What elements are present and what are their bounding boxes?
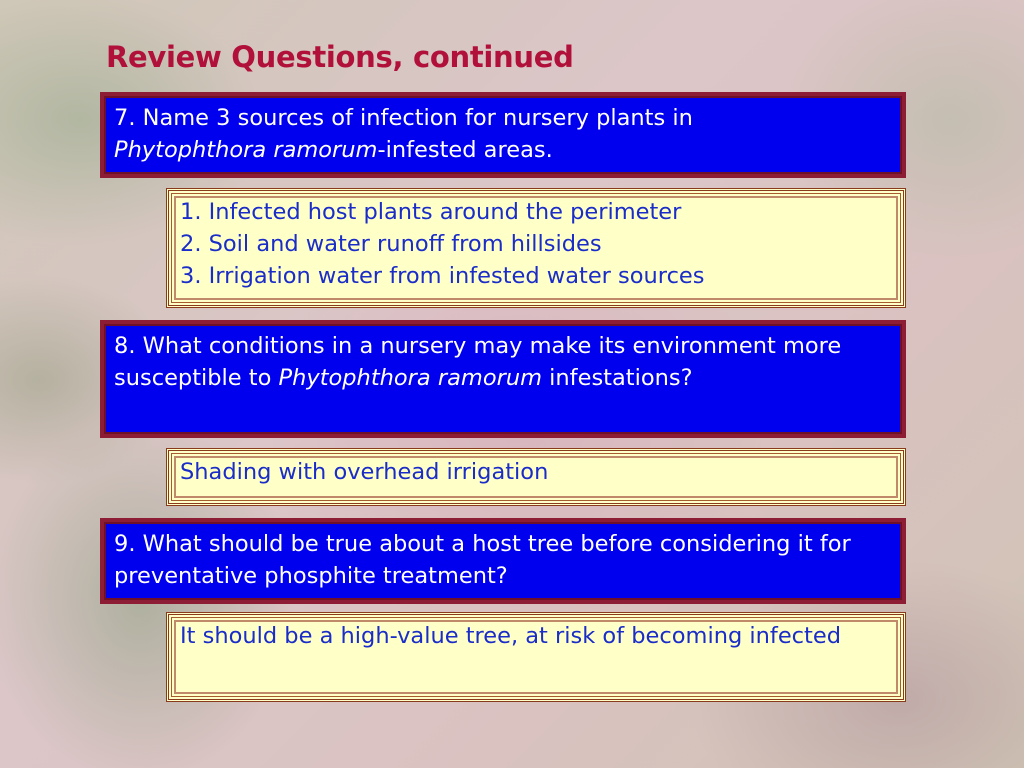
question-7-text: 7. Name 3 sources of infection for nursery plants in xyxy=(114,105,693,131)
question-8-box xyxy=(100,320,906,438)
answer-9-box xyxy=(166,612,906,702)
question-9-box xyxy=(100,518,906,604)
question-9-text: 9. What should be true about a host tree before considering it for preventative phosphite treatment? xyxy=(114,531,851,589)
answer-7-item-1: 1. Infected host plants around the perimeter xyxy=(180,199,682,225)
question-8-italic-term: Phytophthora ramorum xyxy=(278,365,543,391)
answer-7-box xyxy=(166,188,906,308)
slide-title: Review Questions, continued xyxy=(106,40,574,74)
answer-9-item-1: It should be a high-value tree, at risk of becoming infected xyxy=(180,623,841,649)
answer-7-item-2: 2. Soil and water runoff from hillsides xyxy=(180,231,602,257)
question-8-suffix: infestations? xyxy=(549,365,693,391)
answer-8-box xyxy=(166,448,906,506)
answer-8-item-1: Shading with overhead irrigation xyxy=(180,459,549,485)
question-8-text: 8. What conditions in a nursery may make its environment more susceptible to xyxy=(114,333,842,391)
question-7-suffix: -infested areas. xyxy=(377,137,553,163)
question-7-box xyxy=(100,92,906,178)
question-7-italic-term: Phytophthora ramorum xyxy=(114,137,378,163)
answer-7-item-3: 3. Irrigation water from infested water sources xyxy=(180,263,705,289)
